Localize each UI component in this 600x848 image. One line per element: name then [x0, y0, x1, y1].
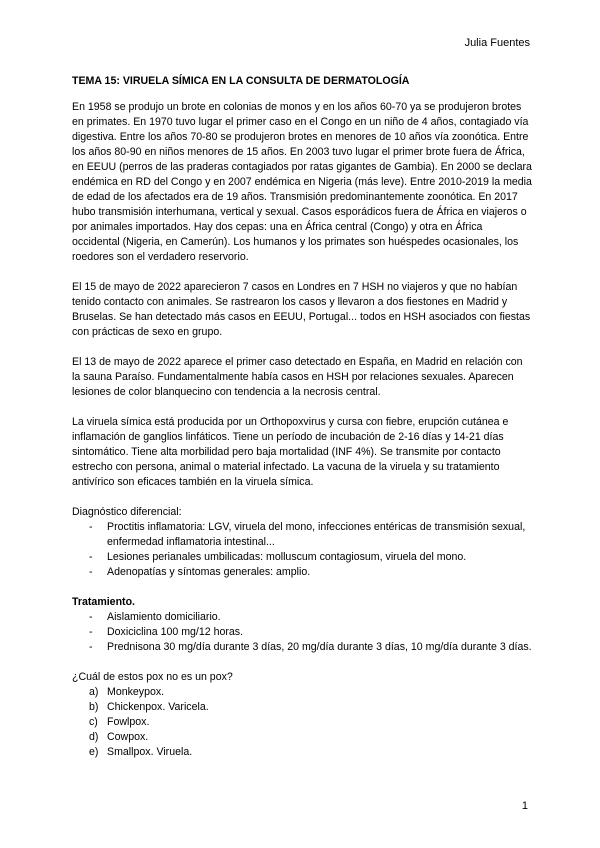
differential-diagnosis-heading: Diagnóstico diferencial: — [72, 506, 182, 518]
answer-options — [72, 685, 532, 760]
list-item: - Proctitis inflamatoria: LGV, viruela del mono, infecciones entéricas de transmisión sexual, enfermedad inflamatoria intestinal... — [89, 520, 532, 550]
option-text: Chickenpox. Varicela. — [107, 701, 209, 713]
differential-diagnosis-list — [72, 520, 532, 580]
list-item: - Adenopatías y síntomas generales: amplio. — [89, 565, 532, 580]
option-marker: a) — [89, 686, 99, 698]
treatment-heading: Tratamiento. — [72, 596, 135, 608]
treatment-list — [72, 610, 532, 655]
option-marker: d) — [89, 731, 99, 743]
option-text: Monkeypox. — [107, 686, 165, 698]
list-item: - Prednisona 30 mg/día durante 3 días, 20 mg/día durante 3 días, 10 mg/día durante 3 días. — [89, 640, 532, 655]
option-text: Smallpox. Viruela. — [107, 746, 193, 758]
answer-option-b — [89, 700, 532, 715]
list-item: - Doxiciclina 100 mg/12 horas. — [89, 625, 532, 640]
answer-option-e — [89, 745, 532, 760]
document-title: TEMA 15: VIRUELA SÍMICA EN LA CONSULTA DE DERMATOLOGÍA — [72, 75, 410, 87]
option-marker: e) — [89, 746, 99, 758]
option-marker: b) — [89, 701, 99, 713]
list-item: - Aislamiento domiciliario. — [89, 610, 532, 625]
option-text: Cowpox. — [107, 731, 149, 743]
page-number: 1 — [521, 800, 528, 812]
question-text: ¿Cuál de estos pox no es un pox? — [72, 671, 233, 683]
option-marker: c) — [89, 716, 98, 728]
paragraph-history: En 1958 se produjo un brote en colonias de monos y en los años 60-70 ya se produjeron brotes en primates. En 1970 tuvo lugar el primer caso en el Congo en un niño de 4 años, contagiado vía digestiva. Entre los años 70-80 se produjeron brotes en menores de 10 años vía zoonótica. Entre los años 80-90 en niños menores de 15 años. En 2003 tuvo lugar el primer brote fuera de África, en EEUU (perros de las praderas contagiados por ratas gigantes de Gambia). En 2000 se declara endémica en RD del Congo y en 2007 endémica en Nigeria (más leve). Entre 2010-2019 la media de edad de los afectados era de 19 años. Transmisión predominantemente zoonótica. En 2017 hubo transmisión interhumana, vertical y sexual. Casos esporádicos fuera de África en viajeros o por animales importados. Hay dos cepas: una en África central (Congo) y otra en África occidental (Nigeria, en Camerún). Los humanos y los primates son huéspedes ocasionales, los roedores son el verdadero reservorio. — [72, 101, 532, 263]
paragraph-spain-case: El 13 de mayo de 2022 aparece el primer caso detectado en España, en Madrid en relación con la sauna Paraíso. Fundamentalmente había casos en HSH por relaciones sexuales. Aparecen lesiones de color blanquecino con tendencia a la necrosis central. — [72, 356, 523, 398]
author-name: Julia Fuentes — [464, 37, 530, 49]
list-item: - Lesiones perianales umbilicadas: molluscum contagiosum, viruela del mono. — [89, 550, 532, 565]
answer-option-a — [89, 685, 532, 700]
answer-option-c — [89, 715, 532, 730]
paragraph-clinical: La viruela símica está producida por un Orthopoxvirus y cursa con fiebre, erupción cutánea e inflamación de ganglios linfáticos. Tiene un período de incubación de 2-16 días y 14-21 días sintomático. Tiene alta morbilidad pero baja mortalidad (INF 4%). Se transmite por contacto estrecho con persona, animal o material infectado. La vacuna de la viruela y su tratamiento antivírico son eficaces también en la viruela símica. — [72, 416, 509, 488]
answer-option-d — [89, 730, 532, 745]
document-body — [72, 74, 532, 760]
paragraph-london-cases: El 15 de mayo de 2022 aparecieron 7 casos en Londres en 7 HSH no viajeros y que no habían tenido contacto con animales. Se rastrearon los casos y llevaron a dos fiestones en Madrid y Bruselas. Se han detectado más casos en EEUU, Portugal... todos en HSH asociados con fiestas con prácticas de sexo en grupo. — [72, 281, 531, 338]
option-text: Fowlpox. — [107, 716, 150, 728]
